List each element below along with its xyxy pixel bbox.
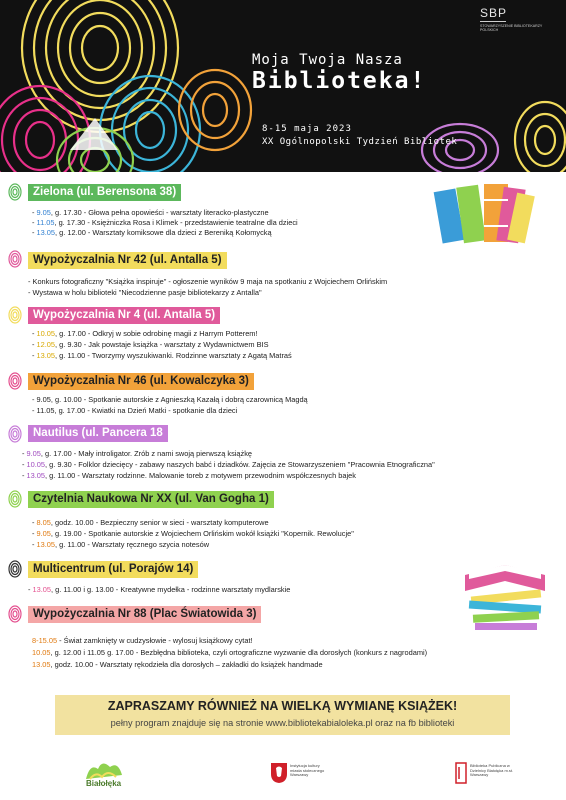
event-item: - 8.05, godz. 10.00 - Bezpieczny senior w sieci - warsztaty komputerowe xyxy=(32,518,269,527)
fingerprint-icon xyxy=(8,560,22,578)
event-item: - 11.05, g. 17.30 - Księżniczka Rosa i Klimek - przedstawienie teatralne dla dzieci xyxy=(32,218,298,227)
event-item: - 13.05, g. 11.00 - Warsztaty rodzinne. Malowanie toreb z motywem przewodnim współczesnych bajek xyxy=(22,471,356,480)
fingerprint-icon xyxy=(8,183,22,201)
event-dates: 8-15 maja 2023 xyxy=(262,124,352,134)
event-item: - 9.05, g. 10.00 - Spotkanie autorskie z Agnieszką Kazałą i dobrą czarownicą Magdą xyxy=(32,395,308,404)
event-item: - Konkurs fotograficzny "Książka inspiruje" - ogłoszenie wyników 9 maja na spotkaniu z Wojciechem Orlińskim xyxy=(28,277,388,286)
program-info-text: pełny program znajduje się na stronie www.bibliotekabialoleka.pl oraz na fb biblioteki xyxy=(110,718,455,728)
header-banner xyxy=(0,0,566,172)
branch-heading-wyp88: Wypożyczalnia Nr 88 (Plac Światowida 3) xyxy=(28,606,261,623)
event-subtitle: XX Ogólnopolski Tydzień Bibliotek xyxy=(262,137,458,147)
branch-heading-wyp46: Wypożyczalnia Nr 46 (ul. Kowalczyka 3) xyxy=(28,373,254,390)
fingerprint-icon xyxy=(8,490,22,508)
books-illustration xyxy=(430,180,538,250)
fingerprint-icon xyxy=(8,250,22,268)
branch-heading-czytelnia: Czytelnia Naukowa Nr XX (ul. Van Gogha 1) xyxy=(28,491,274,508)
event-item: - 13.05, g. 12.00 - Warsztaty komiksowe dla dzieci z Bereniką Kołomycką xyxy=(32,228,272,237)
event-item: - 9.05, g. 17.30 - Głowa pełna opowieści - warsztaty literacko-plastyczne xyxy=(32,208,269,217)
event-item: - 10.05, g. 17.00 - Odkryj w sobie odrobinę magii z Harrym Potterem! xyxy=(32,329,258,338)
open-books-illustration xyxy=(455,535,555,635)
sbp-divider xyxy=(480,21,506,22)
title-line-1: Moja Twoja Nasza xyxy=(252,52,403,68)
sbp-mark: SBP xyxy=(480,6,508,20)
sbp-logo xyxy=(480,6,550,33)
book-exchange-headline: ZAPRASZAMY RÓWNIEŻ NA WIELKĄ WYMIANĘ KSIĄŻEK! xyxy=(107,699,458,713)
event-item: - 12.05, g. 9.30 - Jak powstaje książka - warsztaty z Wydawnictwem BIS xyxy=(32,340,269,349)
branch-heading-wyp42: Wypożyczalnia Nr 42 (ul. Antalla 5) xyxy=(28,252,227,269)
event-item: 13.05, godz. 10.00 - Warsztaty rękodzieła dla dorosłych – zakładki do książek handmade xyxy=(32,660,323,669)
fingerprint-icon xyxy=(8,425,22,443)
branch-heading-nautilus: Nautilus (ul. Pancera 18 xyxy=(28,425,168,442)
branch-heading-wyp4: Wypożyczalnia Nr 4 (ul. Antalla 5) xyxy=(28,307,220,324)
warsaw-crest-icon xyxy=(270,762,288,784)
event-item: 10.05, g. 12.00 i 11.05 g. 17.00 - Bezbłędna biblioteka, czyli ortograficzne wyzwanie dla dorosłych (konkurs z nagrodami) xyxy=(32,648,428,657)
event-item: 8-15.05 - Świat zamknięty w cudzysłowie - wylosuj książkowy cytat! xyxy=(32,636,253,645)
event-item: - 13.05, g. 11.00 - Warsztaty ręcznego szycia notesów xyxy=(32,540,210,549)
fingerprint-icon xyxy=(8,306,22,324)
fingerprint-icon xyxy=(8,372,22,390)
branch-heading-zielona: Zielona (ul. Berensona 38) xyxy=(28,184,181,201)
event-item: - 9.05, g. 17.00 - Mały introligator. Zrób z nami swoją pierwszą książkę xyxy=(22,449,253,458)
event-item: - 9.05, g. 19.00 - Spotkanie autorskie z Wojciechem Orlińskim wokół książki "Kopernik. Rewolucje" xyxy=(32,529,354,538)
event-item: - 11.05, g. 17.00 - Kwiatki na Dzień Matki - spotkanie dla dzieci xyxy=(32,406,238,415)
title-line-2: Biblioteka! xyxy=(252,68,427,94)
bialoleka-logo-text: Białołęka xyxy=(86,779,122,788)
event-item: - Wystawa w holu biblioteki "Niecodzienne pasje bibliotekarzy z Antalla" xyxy=(28,288,262,297)
city-institution-text: Instytucja kultury miasta stołecznego Warszawy xyxy=(290,763,325,778)
library-logo-icon xyxy=(455,762,467,784)
sbp-org-name: STOWARZYSZENIE BIBLIOTEKARZY POLSKICH xyxy=(480,24,543,33)
branch-heading-multicentrum: Multicentrum (ul. Porajów 14) xyxy=(28,561,198,578)
event-item: - 10.05, g. 9.30 - Folklor dziecięcy - zabawy naszych babć i dziadków. Zajęcia ze Stowarzyszeniem "Pracownia Etnograficzna" xyxy=(22,460,435,469)
event-item: - 13.05, g. 11.00 - Tworzymy wyszukiwanki. Rodzinne warsztaty z Agatą Matraś xyxy=(32,351,292,360)
event-item: - 13.05, g. 11.00 i g. 13.00 - Kreatywne mydełka - rodzinne warsztaty mydlarskie xyxy=(28,585,291,594)
library-name-text: Biblioteka Publiczna w Dzielnicy Białołęka m.st. Warszawy xyxy=(470,763,514,778)
fingerprint-icon xyxy=(8,605,22,623)
